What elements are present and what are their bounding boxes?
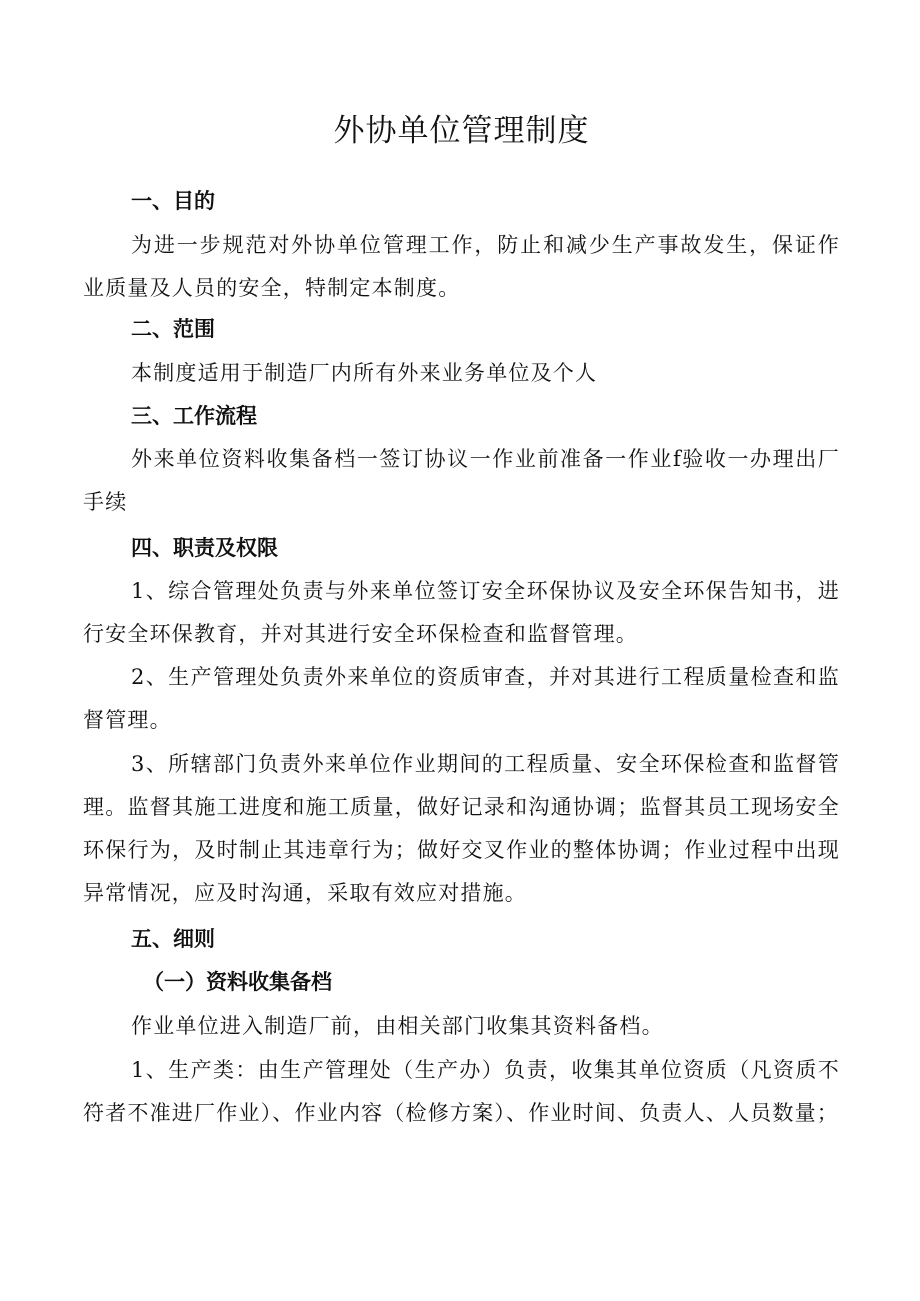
paragraph-responsibility-1: 1、综合管理处负责与外来单位签订安全环保协议及安全环保告知书，进行安全环保教育，并对其进行安全环保检查和监督管理。 (83, 579, 840, 646)
paragraph-archiving-intro: 作业单位进入制造厂前，由相关部门收集其资料备档。 (131, 1014, 664, 1038)
paragraph-production-class: 1、生产类：由生产管理处（生产办）负责，收集其单位资质（凡资质不符者不准进厂作业）、作业内容（检修方案）、作业时间、负责人、人员数量； (83, 1058, 840, 1125)
paragraph-scope: 本制度适用于制造厂内所有外来业务单位及个人 (131, 361, 598, 385)
section-heading-purpose: 一、目的 (131, 189, 215, 213)
section-heading-responsibilities: 四、职责及权限 (131, 536, 278, 560)
section-heading-workflow: 三、工作流程 (131, 404, 257, 428)
paragraph-responsibility-2: 2、生产管理处负责外来单位的资质审查，并对其进行工程质量检查和监督管理。 (83, 665, 840, 732)
paragraph-responsibility-3: 3、所辖部门负责外来单位作业期间的工程质量、安全环保检查和监督管理。监督其施工进度和施工质量，做好记录和沟通协调；监督其员工现场安全环保行为，及时制止其违章行为；做好交叉作业的整体协调；作业过程中出现异常情况，应及时沟通，采取有效应对措施。 (83, 752, 840, 905)
section-heading-details: 五、细则 (131, 927, 215, 951)
document-title: 外协单位管理制度 (333, 113, 590, 149)
paragraph-workflow: 外来单位资料收集备档一签订协议一作业前准备一作业f验收一办理出厂手续 (83, 447, 840, 514)
subheading-archiving: （一）资料收集备档 (143, 970, 332, 994)
section-heading-scope: 二、范围 (131, 317, 215, 341)
paragraph-purpose: 为进一步规范对外协单位管理工作，防止和减少生产事故发生，保证作业质量及人员的安全，特制定本制度。 (83, 233, 840, 300)
